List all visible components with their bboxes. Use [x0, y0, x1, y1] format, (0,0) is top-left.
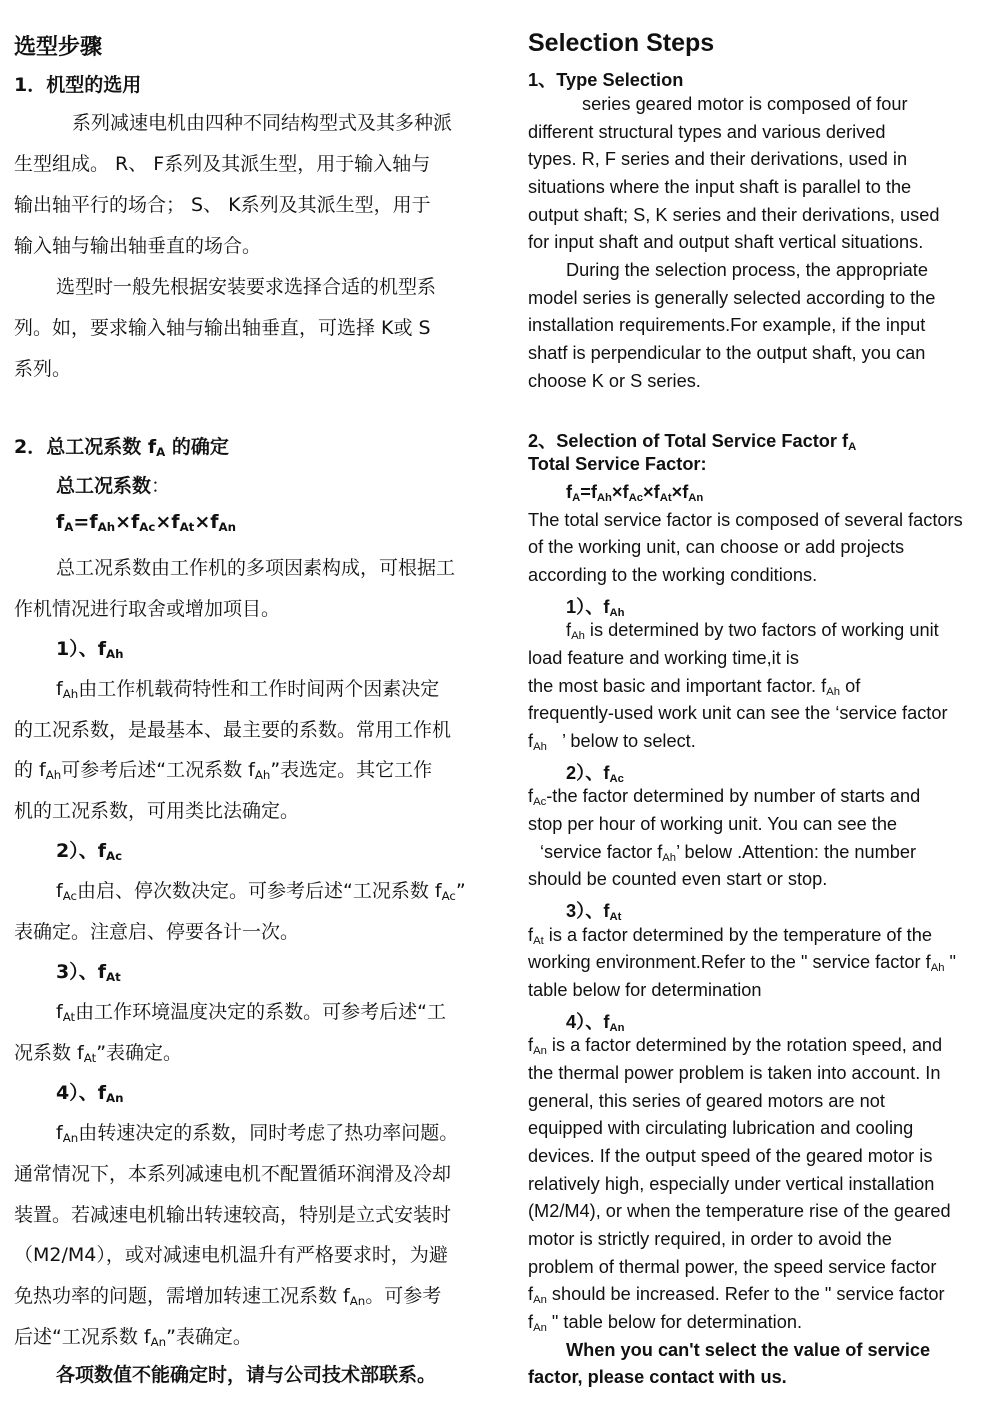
- en-total-line1: The total service factor is composed of several factors: [528, 510, 963, 530]
- contact-note-zh: 各项数值不能确定时，请与公司技术部联系。: [56, 1364, 437, 1386]
- en-fan-line9: problem of thermal power, the speed service factor: [528, 1257, 937, 1277]
- en-fan-line5: devices. If the output speed of the geared motor is: [528, 1146, 933, 1166]
- en-s1-p2-line5: choose K or S series.: [528, 371, 701, 391]
- formula-zh: $f_A=f_{Ah}\times f_{Ac}\times f_{At}\times f_{An}$: [56, 511, 236, 534]
- section2-heading-zh: 2．总工况系数 $f_A$ 的确定: [14, 436, 229, 459]
- fah-line1: $f_{Ah}$由工作机载荷特性和工作时间两个因素决定: [56, 678, 440, 701]
- en-fan-line10: $f_{An}$ should be increased. Refer to the " service factor: [528, 1284, 945, 1306]
- en-fat-line3: table below for determination: [528, 980, 762, 1000]
- total-factor-label-zh: 总工况系数：: [56, 475, 171, 497]
- en-s1-p1-line4: situations where the input shaft is parallel to the: [528, 177, 912, 197]
- fan-line1: $f_{An}$由转速决定的系数，同时考虑了热功率问题。: [56, 1122, 459, 1145]
- contact-note-en-line2: factor, please contact with us.: [528, 1367, 787, 1387]
- en-fah-line3: the most basic and important factor. $f_{Ah}$ of: [528, 676, 861, 698]
- en-total-line2: of the working unit, can choose or add projects: [528, 537, 905, 557]
- section2-heading-en: 2、Selection of Total Service Factor $f_A$: [528, 431, 857, 453]
- item4-heading-en: 4）、$f_{An}$: [566, 1012, 625, 1034]
- total-factor-label-en: Total Service Factor:: [528, 454, 707, 474]
- contact-note-en-line1: When you can't select the value of service: [566, 1340, 931, 1360]
- en-total-line3: according to the working conditions.: [528, 565, 818, 585]
- en-fan-line1: $f_{An}$ is a factor determined by the rotation speed, and: [528, 1035, 943, 1057]
- s1-p2-line3: 系列。: [14, 358, 72, 380]
- en-fan-line11: $f_{An}$ " table below for determination.: [528, 1312, 803, 1334]
- en-fac-line2: stop per hour of working unit. You can see the: [528, 814, 898, 834]
- en-s1-p1-line1: series geared motor is composed of four: [582, 94, 908, 114]
- fan-line5: 免热功率的问题，需增加转速工况系数 $f_{An}$。可参考: [14, 1285, 442, 1308]
- fat-line1: $f_{At}$由工作环境温度决定的系数。可参考后述“工: [56, 1001, 447, 1024]
- en-s1-p2-line1: During the selection process, the appropriate: [566, 260, 928, 280]
- en-fan-line2: the thermal power problem is taken into account. In: [528, 1063, 941, 1083]
- total-p-line2: 作机情况进行取舍或增加项目。: [14, 598, 281, 620]
- formula-en: $f_A=f_{Ah}\times f_{Ac}\times f_{At}\times f_{An}$: [566, 482, 704, 504]
- s1-p2-line1: 选型时一般先根据安装要求选择合适的机型系: [56, 276, 437, 298]
- en-s1-p1-line5: output shaft; S, K series and their derivations, used: [528, 205, 940, 225]
- item1-heading-en: 1）、$f_{Ah}$: [566, 597, 625, 619]
- fah-line2: 的工况系数，是最基本、最主要的系数。常用工作机: [14, 719, 452, 741]
- en-fah-line5: $f_{Ah}$ ’ below to select.: [528, 731, 696, 753]
- item3-heading-en: 3）、$f_{At}$: [566, 901, 622, 923]
- en-fan-line6: relatively high, especially under vertical installation: [528, 1174, 935, 1194]
- en-fan-line3: general, this series of geared motors are not: [528, 1091, 885, 1111]
- en-fac-line4: should be counted even start or stop.: [528, 869, 828, 889]
- en-s1-p1-line3: types. R, F series and their derivations, used in: [528, 149, 908, 169]
- s1-p1-line4: 输入轴与输出轴垂直的场合。: [14, 235, 262, 257]
- fan-line6: 后述“工况系数 $f_{An}$”表确定。: [14, 1326, 252, 1349]
- s1-p2-line2: 列。如，要求输入轴与输出轴垂直，可选择 K或 S: [14, 317, 431, 339]
- item1-heading-zh: 1）、$f_{Ah}$: [56, 638, 124, 661]
- fac-line1: $f_{Ac}$由启、停次数决定。可参考后述“工况系数 $f_{Ac}$”: [56, 880, 466, 903]
- en-s1-p1-line6: for input shaft and output shaft vertical situations.: [528, 232, 924, 252]
- page-title-zh: 选型步骤: [14, 35, 103, 60]
- fah-line3: 的 $f_{Ah}$可参考后述“工况系数 $f_{Ah}$”表选定。其它工作: [14, 759, 433, 782]
- en-s1-p2-line3: installation requirements.For example, if the input: [528, 315, 926, 335]
- s1-p1-line3: 输出轴平行的场合； S、 K系列及其派生型，用于: [14, 194, 431, 216]
- section1-heading-zh: 1．机型的选用: [14, 74, 142, 96]
- fan-line3: 装置。若减速电机输出转速较高，特别是立式安装时: [14, 1204, 452, 1226]
- fac-line2: 表确定。注意启、停要各计一次。: [14, 921, 300, 943]
- fah-line4: 机的工况系数，可用类比法确定。: [14, 800, 300, 822]
- en-fan-line4: equipped with circulating lubrication and cooling: [528, 1118, 914, 1138]
- item2-heading-zh: 2）、$f_{Ac}$: [56, 840, 123, 863]
- page-title-en: Selection Steps: [528, 29, 715, 57]
- item4-heading-zh: 4）、$f_{An}$: [56, 1082, 124, 1105]
- item2-heading-en: 2）、$f_{Ac}$: [566, 763, 624, 785]
- en-fah-line1: $f_{Ah}$ is determined by two factors of working unit: [566, 620, 939, 642]
- item3-heading-zh: 3）、$f_{At}$: [56, 961, 121, 984]
- en-fah-line2: load feature and working time,it is: [528, 648, 799, 668]
- s1-p1-line1: 系列减速电机由四种不同结构型式及其多种派: [72, 112, 453, 134]
- en-s1-p1-line2: different structural types and various derived: [528, 122, 886, 142]
- en-s1-p2-line4: shatf is perpendicular to the output shaft, you can: [528, 343, 926, 363]
- section1-heading-en: 1、Type Selection: [528, 70, 684, 90]
- en-s1-p2-line2: model series is generally selected according to the: [528, 288, 936, 308]
- total-p-line1: 总工况系数由工作机的多项因素构成，可根据工: [56, 557, 456, 579]
- en-fan-line8: motor is strictly required, in order to avoid the: [528, 1229, 892, 1249]
- en-fan-line7: (M2/M4), or when the temperature rise of the geared: [528, 1201, 951, 1221]
- fan-line2: 通常情况下，本系列减速电机不配置循环润滑及冷却: [14, 1163, 452, 1185]
- en-fac-line1: $f_{Ac}$-the factor determined by number of starts and: [528, 786, 921, 808]
- en-fac-line3: ‘service factor $f_{Ah}$’ below .Attention: the number: [540, 842, 917, 864]
- en-fah-line4: frequently-used work unit can see the ‘service factor: [528, 703, 948, 723]
- en-fat-line2: working environment.Refer to the " service factor $f_{Ah}$ ": [528, 952, 957, 974]
- en-fat-line1: $f_{At}$ is a factor determined by the temperature of the: [528, 925, 932, 947]
- fan-line4: （M2/M4），或对减速电机温升有严格要求时，为避: [14, 1244, 448, 1266]
- s1-p1-line2: 生型组成。 R、 F系列及其派生型，用于输入轴与: [14, 153, 431, 175]
- fat-line2: 况系数 $f_{At}$”表确定。: [14, 1042, 183, 1065]
